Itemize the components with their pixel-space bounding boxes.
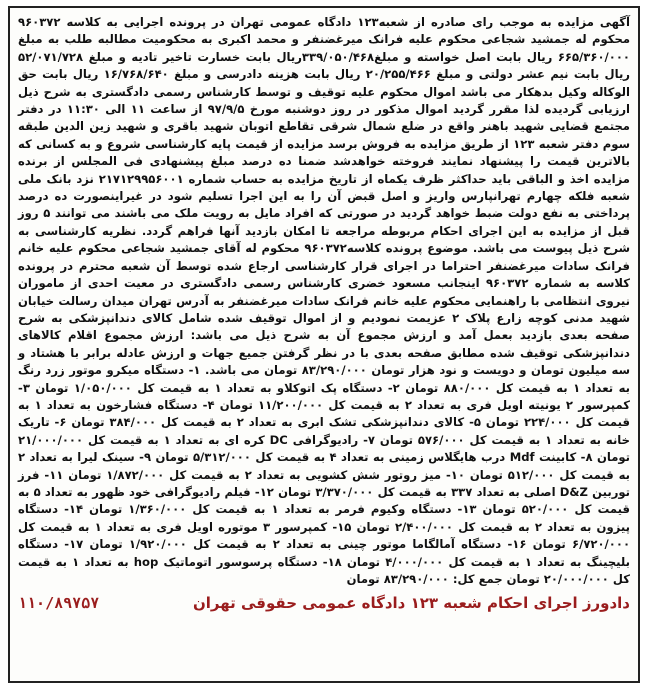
notice-reference-number: ۱۱۰/۸۹۷۵۷ bbox=[18, 594, 100, 613]
notice-body: آگهی مزایده به موجب رای صادره از شعبه۱۲۳ دادگاه عمومی تهران در پرونده اجرایی به کلاسه ۹۶۰۳۷۲ محکوم له جمشید شجاعی محکوم علیه فرانک میرغضنفر و محمد اکبری به محکومیت مطالبه طلب به مبلغ ۶۶۵/۳۶۰/۰۰۰ ریال بابت اصل خواسته و مبلغ۳۳۹/۰۵۰/۴۶۸ریال بابت خسارت تاخیر تادیه و مبلغ ۵۲/۰۷۱/۷۲۸ ریال بابت نیم عشر دولتی و مبلغ ۲۰/۲۵۵/۴۶۶ ریال بابت هزینه دادرسی و مبلغ ۱۶/۷۶۸/۶۴۰ ریال بابت حق الوکاله وکیل بدهکار می باشد اموال محکوم علیه توقیف و توسط کارشناس رسمی دادگستری به شرح ذیل ارزیابی گردیده لذا مقرر گردید اموال مذکور در روز دوشنبه مورخ ۹۷/۹/۵ از ساعت ۱۱ الی ۱۱:۳۰ در دفتر مجتمع قضایی شهید باهنر واقع در ضلع شمال شرقی تقاطع اتوبان شهید باقری و شهید زین الدین طبقه سوم دفتر شعبه ۱۲۳ از طریق مزایده به فروش برسد مزایده از قیمت پایه کارشناسی شروع و به کسانی که بالاترین قیمت را پیشنهاد نمایند فروخته خواهدشد ضمنا ده درصد مبلغ پیشنهادی فی المجلس از برنده مزایده اخذ و الباقی باید حداکثر ظرف یکماه از تاریخ مزایده به حساب شماره ۲۱۷۱۲۹۹۵۶۰۰۱ نزد بانک ملی شعبه فلکه چهارم تهرانپارس واریز و اصل قبض آن را به این اجرا تسلیم شود در غیراینصورت ده درصد پرداختی به نفع دولت ضبط خواهد گردید در صورتی که افراد مایل به رویت ملک می باشند می توانند ۵ روز قبل از مزایده به این اجرای احکام مربوطه مراجعه تا امکان بازدید آنها فراهم گردد. نظریه کارشناسی به شرح ذیل پیوست می باشد. موضوع پرونده کلاسه۹۶۰۳۷۲ محکوم له آقای جمشید شجاعی محکوم علیه خانم فرانک سادات میرغضنفر احتراما در اجرای قرار کارشناسی ارجاع شده توسط آن شعبه محترم در پرونده کلاسه به شماره ۹۶۰۳۷۲ اینجانب مسعود خضری کارشناس رسمی دادگستری در معیت احدی از ماموران نیروی انتظامی با راهنمایی محکوم علیه خانم فرانک سادات میرغضنفر به آدرس تهران میدان رسالت خیابان شهید مدنی کوچه زارع پلاک ۲ عزیمت نمودیم و از اموال توقیف شده شامل کالای دندانپزشکی به شرح صفحه بعدی بازدید بعمل آمد و ارزش مجموع آن به شرح ذیل می باشد: ارزش مجموع اقلام کالاهای دندانپزشکی توقیف شده مطابق صفحه بعدی با در نظر گرفتن جمیع جهات و ارزش عادله برابر با هشتاد و سه میلیون تومان و دویست و نود هزار تومان ۸۳/۲۹۰/۰۰۰ تومان می باشد. ۱- دستگاه میکرو موتور زرد رنگ به تعداد ۱ به قیمت کل ۸۸۰/۰۰۰ تومان ۲- دستگاه پک اتوکلاو به تعداد ۱ به قیمت کل ۱/۰۵۰/۰۰۰ تومان ۳- کمپرسور ۲ یونیته اویل فری به تعداد ۲ به قیمت کل ۱۱/۲۰۰/۰۰۰ تومان ۴- دستگاه فشارخون به تعداد ۱ به قیمت کل ۲۲۴/۰۰۰ تومان ۵- کالای دندانپزشکی تشک ابری به تعداد ۲ به قیمت کل ۳۸۴/۰۰۰ تومان ۶- تاریک خانه به تعداد ۱ به قیمت کل ۵۷۶/۰۰۰ تومان ۷- رادیوگرافی DC کره ای به تعداد ۱ به قیمت کل ۲۱/۰۰۰/۰۰۰ تومان ۸- کابینت Mdf درب هایگلاس زمینی به تعداد ۴ به قیمت کل ۵/۳۱۲/۰۰۰ تومان ۹- سینک لیرا به تعداد ۲ به قیمت کل ۵۱۲/۰۰۰ تومان ۱۰- میز روتور شش کشویی به تعداد ۲ به قیمت کل ۱/۸۷۲/۰۰۰ تومان ۱۱- فرز توربین D&Z اصلی به تعداد ۳۳۷ به قیمت کل ۳/۳۷۰/۰۰۰ تومان ۱۲- فیلم رادیوگرافی خود ظهور به تعداد ۵ به قیمت کل ۵۲۰/۰۰۰ تومان ۱۳- دستگاه وکیوم فرمر به تعداد ۱ به قیمت کل ۱/۳۶۰/۰۰۰ تومان ۱۴- دستگاه پیزون به تعداد ۲ به قیمت کل ۲/۴۰۰/۰۰۰ تومان ۱۵- کمپرسور ۳ موتوره اویل فری به تعداد ۱ به قیمت کل ۶/۷۲۰/۰۰۰ تومان ۱۶- دستگاه آمالگاما موتور چینی به تعداد ۲ به قیمت کل ۱/۹۲۰/۰۰۰ تومان ۱۷- دستگاه بلیچینگ به تعداد ۱ به قیمت کل ۴/۰۰۰/۰۰۰ تومان ۱۸- دستگاه پرسوسور اتوماتیک hop به تعداد ۱ به قیمت کل ۲۰/۰۰۰/۰۰۰ تومان جمع کل: ۸۳/۲۹۰/۰۰۰ تومان bbox=[18, 15, 631, 586]
legal-notice bbox=[8, 6, 640, 683]
notice-signature: دادورز اجرای احکام شعبه ۱۲۳ دادگاه عمومی حقوقی تهران bbox=[192, 594, 630, 613]
notice-footer bbox=[18, 594, 630, 612]
